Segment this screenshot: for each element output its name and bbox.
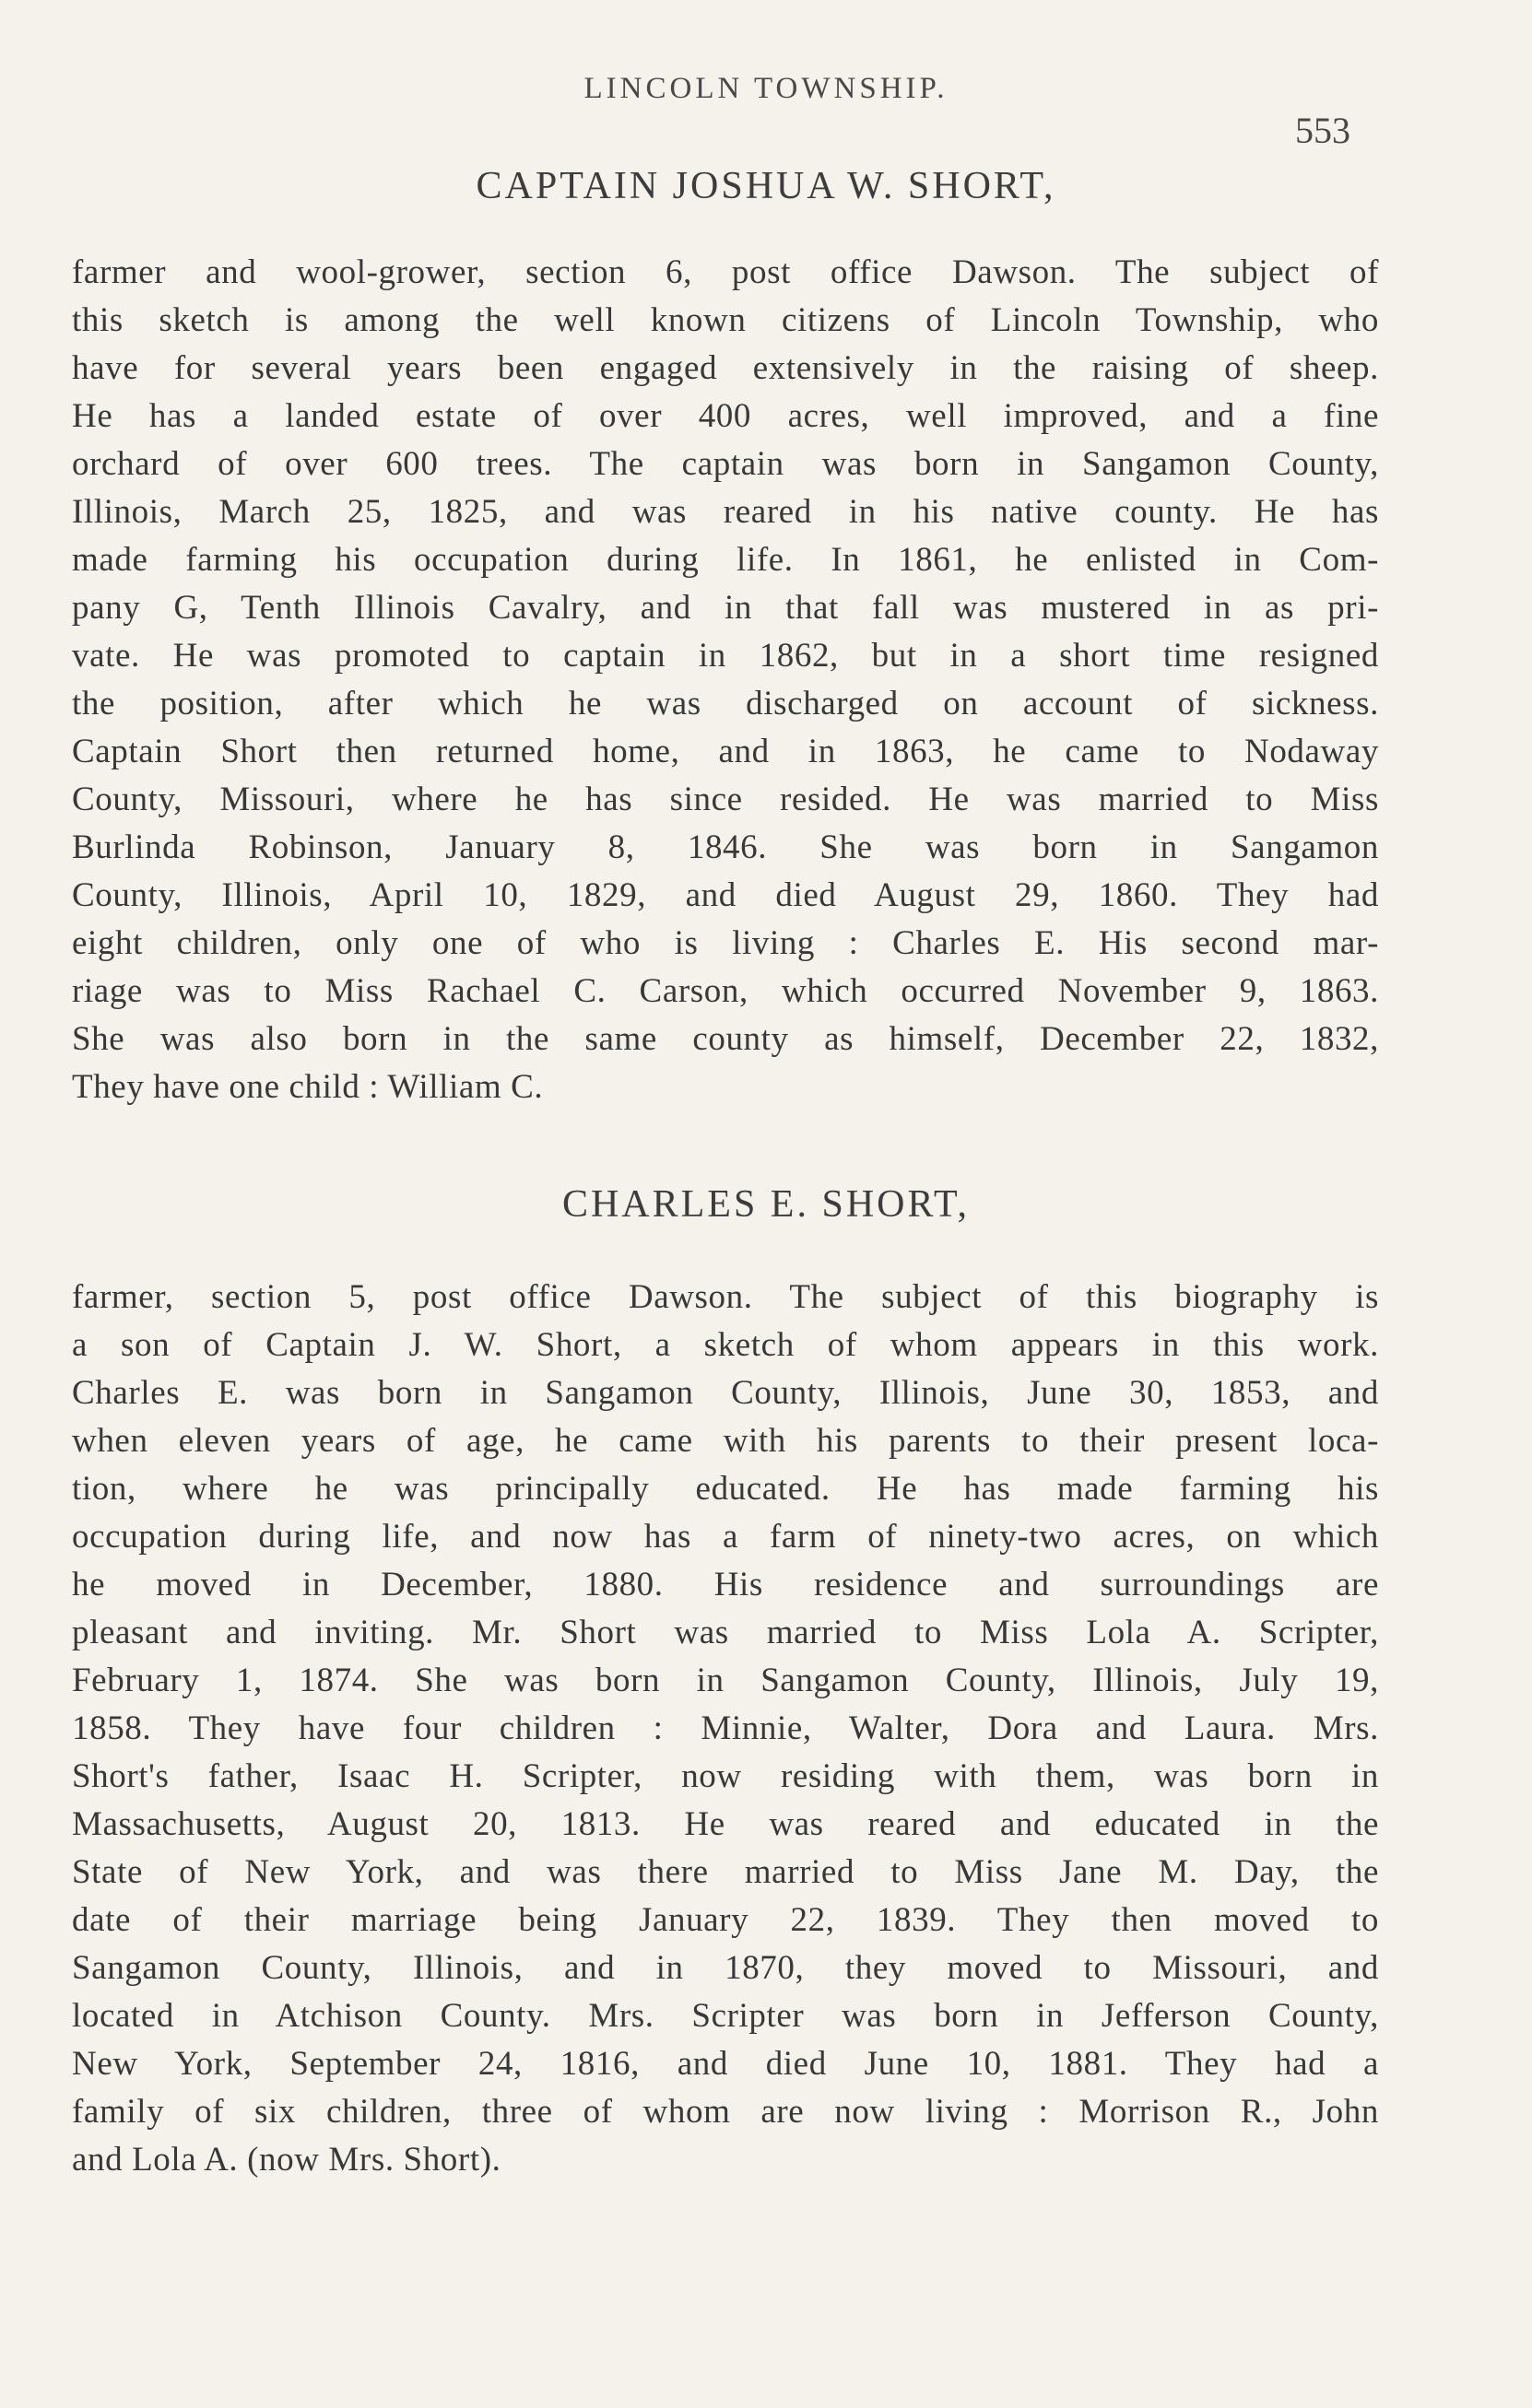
text-line: date of their marriage being January 22, 1839. They then moved to	[72, 1901, 1379, 1939]
text-line: Massachusetts, August 20, 1813. He was reared and educated in the	[72, 1805, 1379, 1843]
text-line: tion, where he was principally educated. He has made farming his	[72, 1470, 1379, 1508]
text-line: pleasant and inviting. Mr. Short was married to Miss Lola A. Scripter,	[72, 1614, 1379, 1651]
text-line: have for several years been engaged extensively in the raising of sheep.	[72, 349, 1379, 387]
text-line: State of New York, and was there married to Miss Jane M. Day, the	[72, 1853, 1379, 1891]
text-line: Captain Short then returned home, and in 1863, he came to Nodaway	[72, 733, 1379, 770]
text-line: this sketch is among the well known citizens of Lincoln Township, who	[72, 301, 1379, 339]
text-line: She was also born in the same county as himself, December 22, 1832,	[72, 1020, 1379, 1058]
text-line: riage was to Miss Rachael C. Carson, which occurred November 9, 1863.	[72, 972, 1379, 1010]
text-line: New York, September 24, 1816, and died June 10, 1881. They had a	[72, 2045, 1379, 2083]
text-line: Charles E. was born in Sangamon County, Illinois, June 30, 1853, and	[72, 1374, 1379, 1412]
text-line: February 1, 1874. She was born in Sangamon County, Illinois, July 19,	[72, 1662, 1379, 1699]
text-line: Illinois, March 25, 1825, and was reared in his native county. He has	[72, 493, 1379, 531]
text-line: family of six children, three of whom are now living : Morrison R., John	[72, 2093, 1379, 2131]
section-body-charles-short	[72, 1274, 1379, 2184]
text-line: when eleven years of age, he came with his parents to their present loca-	[72, 1422, 1379, 1460]
text-line: and Lola A. (now Mrs. Short).	[72, 2141, 501, 2179]
text-line: the position, after which he was discharged on account of sickness.	[72, 685, 1379, 722]
text-line: 1858. They have four children : Minnie, Walter, Dora and Laura. Mrs.	[72, 1709, 1379, 1747]
section-title-joshua-short: CAPTAIN JOSHUA W. SHORT,	[476, 165, 1056, 207]
text-line: he moved in December, 1880. His residence and surroundings are	[72, 1566, 1379, 1603]
text-line: occupation during life, and now has a farm of ninety-two acres, on which	[72, 1518, 1379, 1556]
text-line: County, Illinois, April 10, 1829, and died August 29, 1860. They had	[72, 876, 1379, 914]
text-line: They have one child : William C.	[72, 1068, 544, 1106]
text-line: made farming his occupation during life. In 1861, he enlisted in Com-	[72, 541, 1379, 579]
text-line: eight children, only one of who is living : Charles E. His second mar-	[72, 924, 1379, 962]
text-line: farmer and wool-grower, section 6, post office Dawson. The subject of	[72, 253, 1379, 291]
text-line: farmer, section 5, post office Dawson. The subject of this biography is	[72, 1278, 1379, 1316]
section-title-charles-short: CHARLES E. SHORT,	[561, 1183, 971, 1226]
text-line: County, Missouri, where he has since resided. He was married to Miss	[72, 781, 1379, 818]
text-line: located in Atchison County. Mrs. Scripter was born in Jefferson County,	[72, 1997, 1379, 2035]
page-number: 553	[1295, 110, 1350, 151]
text-line: a son of Captain J. W. Short, a sketch of whom appears in this work.	[72, 1326, 1379, 1364]
text-line: Short's father, Isaac H. Scripter, now residing with them, was born in	[72, 1757, 1379, 1795]
text-line: vate. He was promoted to captain in 1862, but in a short time resigned	[72, 637, 1379, 675]
text-line: orchard of over 600 trees. The captain was born in Sangamon County,	[72, 445, 1379, 483]
text-line: He has a landed estate of over 400 acres, well improved, and a fine	[72, 397, 1379, 435]
section-body-joshua-short	[72, 249, 1379, 1111]
text-line: Burlinda Robinson, January 8, 1846. She was born in Sangamon	[72, 828, 1379, 866]
running-head: LINCOLN TOWNSHIP.	[583, 72, 949, 105]
text-line: pany G, Tenth Illinois Cavalry, and in that fall was mustered in as pri-	[72, 589, 1379, 627]
text-line: Sangamon County, Illinois, and in 1870, they moved to Missouri, and	[72, 1949, 1379, 1987]
